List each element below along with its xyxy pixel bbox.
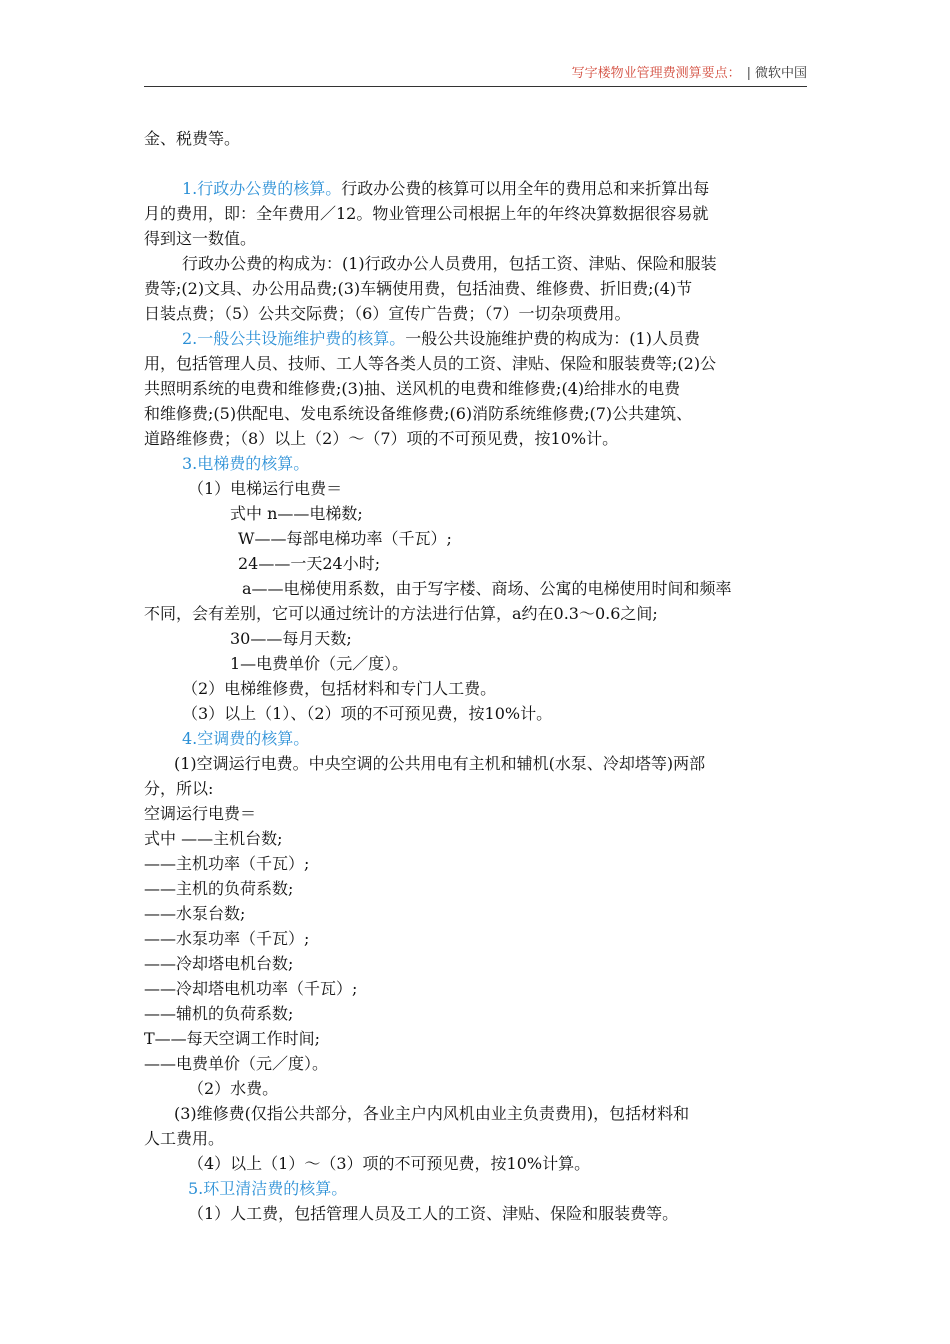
text-line: 分，所以:	[144, 779, 214, 798]
text-line: 道路维修费；（8）以上（2）～（7）项的不可预见费，按10%计。	[144, 429, 619, 448]
paragraph-gap	[144, 151, 810, 176]
section-1-heading: 1.行政办公费的核算。	[182, 179, 342, 198]
text-line: (3)维修费(仅指公共部分，各业主户内风机由业主负责费用)，包括材料和	[174, 1104, 690, 1123]
section-5-heading: 5.环卫清洁费的核算。	[188, 1179, 348, 1198]
text-line: 共照明系统的电费和维修费;(3)抽、送风机的电费和维修费;(4)给排水的电费	[144, 379, 681, 398]
text-line: （2）水费。	[188, 1079, 279, 1098]
text-line: 1—电费单价（元／度）。	[230, 654, 409, 673]
text-line: （2）电梯维修费，包括材料和专门人工费。	[182, 679, 497, 698]
header-separator: |	[746, 66, 751, 81]
page-header	[144, 62, 807, 84]
text-line: 式中 n——电梯数;	[230, 504, 363, 523]
text-line: 30——每月天数;	[230, 629, 352, 648]
text-line: (1)空调运行电费。中央空调的公共用电有主机和辅机(水泵、冷却塔等)两部	[174, 754, 706, 773]
text-line: 费等;(2)文具、办公用品费;(3)车辆使用费，包括油费、维修费、折旧费;(4)节	[144, 279, 693, 298]
section-2-line	[144, 326, 810, 351]
text-line: ——冷却塔电机台数;	[144, 954, 294, 973]
text-line: 月的费用，即：全年费用／12。物业管理公司根据上年的年终决算数据很容易就	[144, 204, 709, 223]
text-line: （1）人工费，包括管理人员及工人的工资、津贴、保险和服装费等。	[188, 1204, 679, 1223]
text-line: 人工费用。	[144, 1129, 225, 1148]
text-line: 和维修费;(5)供配电、发电系统设备维修费;(6)消防系统维修费;(7)公共建筑、	[144, 404, 693, 423]
document-body	[144, 126, 810, 1226]
text-line: 24——一天24小时;	[238, 554, 381, 573]
text-line: （3）以上（1）、（2）项的不可预见费，按10%计。	[182, 704, 553, 723]
section-4-heading: 4.空调费的核算。	[182, 729, 310, 748]
text-line: 得到这一数值。	[144, 229, 257, 248]
header-brand: 微软中国	[754, 66, 807, 81]
text-line: 金、税费等。	[144, 129, 241, 148]
text-line: W——每部电梯功率（千瓦）;	[238, 529, 452, 548]
text-line: 行政办公费的构成为：(1)行政办公人员费用，包括工资、津贴、保险和服装	[182, 254, 717, 273]
section-2-text: 一般公共设施维护费的构成为：(1)人员费	[405, 329, 700, 348]
text-line: 式中 ——主机台数;	[144, 829, 283, 848]
section-1-text: 行政办公费的核算可以用全年的费用总和来折算出每	[341, 179, 710, 198]
section-1-line	[144, 176, 810, 201]
header-title: 写字楼物业管理费测算要点：	[571, 66, 741, 81]
text-line: （1）电梯运行电费＝	[188, 479, 343, 498]
text-line: ——主机功率（千瓦）;	[144, 854, 310, 873]
text-line: ——主机的负荷系数;	[144, 879, 294, 898]
section-3-heading: 3.电梯费的核算。	[182, 454, 310, 473]
section-2-heading: 2.一般公共设施维护费的核算。	[182, 329, 406, 348]
text-line: T——每天空调工作时间;	[144, 1029, 321, 1048]
text-line: 空调运行电费＝	[144, 804, 257, 823]
text-line: a——电梯使用系数，由于写字楼、商场、公寓的电梯使用时间和频率	[242, 579, 732, 598]
text-line: 日装点费；（5）公共交际费；（6）宣传广告费；（7）一切杂项费用。	[144, 304, 631, 323]
text-line: ——水泵功率（千瓦）;	[144, 929, 310, 948]
text-line: ——冷却塔电机功率（千瓦）;	[144, 979, 358, 998]
text-line: 用，包括管理人员、技师、工人等各类人员的工资、津贴、保险和服装费等;(2)公	[144, 354, 717, 373]
header-rule	[144, 86, 807, 87]
text-line: 不同，会有差别，它可以通过统计的方法进行估算，a约在0.3～0.6之间;	[144, 604, 658, 623]
text-line: ——电费单价（元／度）。	[144, 1054, 329, 1073]
text-line: ——水泵台数;	[144, 904, 246, 923]
text-line: （4）以上（1）～（3）项的不可预见费，按10%计算。	[188, 1154, 591, 1173]
text-line: ——辅机的负荷系数;	[144, 1004, 294, 1023]
